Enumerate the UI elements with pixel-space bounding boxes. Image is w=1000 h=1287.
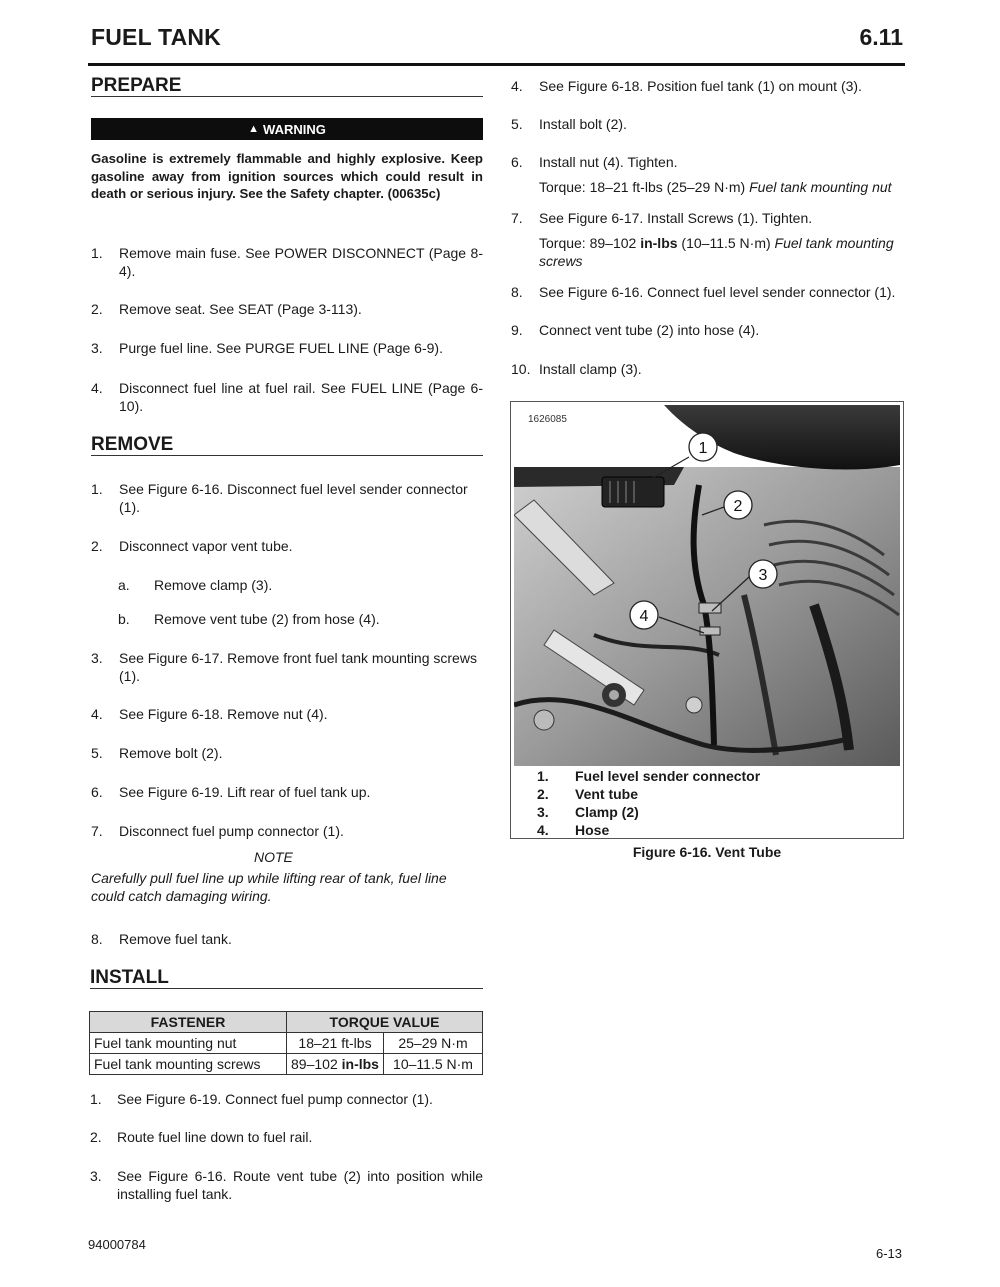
legend-number: 2. [537, 786, 549, 802]
step-text: Remove seat. See SEAT (Page 3-113). [119, 301, 362, 317]
section-number: 6.11 [859, 24, 903, 50]
step-text: Connect vent tube (2) into hose (4). [539, 322, 760, 338]
step-number: 2. [91, 301, 103, 317]
table-header: TORQUE VALUE [287, 1012, 483, 1033]
step-number: 2. [90, 1129, 102, 1145]
torque-unit: in-lbs [640, 235, 678, 251]
step-text: Disconnect fuel pump connector (1). [119, 823, 344, 839]
legend-text: Clamp (2) [575, 804, 639, 820]
note-heading: NOTE [254, 849, 293, 865]
table-cell: Fuel tank mounting nut [90, 1033, 287, 1054]
step-number: 3. [91, 650, 103, 666]
step-number: 4. [91, 380, 103, 396]
table-cell [287, 1033, 384, 1054]
torque-value: 89–102 [291, 1056, 342, 1072]
torque-label: Fuel tank mounting screws [539, 235, 894, 269]
step-text: Route fuel line down to fuel rail. [117, 1129, 313, 1145]
torque-metric: (10–11.5 N·m) [677, 235, 775, 251]
warning-bar [91, 118, 483, 140]
figure-id: 1626085 [528, 414, 567, 425]
legend-number: 1. [537, 768, 549, 784]
substep-text: Remove vent tube (2) from hose (4). [154, 611, 380, 627]
torque-prefix: Torque: 18–21 ft-lbs (25–29 N·m) [539, 179, 750, 195]
step-number: 1. [90, 1091, 102, 1107]
step-text: Install clamp (3). [539, 361, 642, 377]
callout-number: 1 [698, 440, 708, 457]
step-number: 5. [91, 745, 103, 761]
torque-table [89, 1011, 483, 1075]
step-number: 1. [91, 245, 103, 261]
figure-caption: Figure 6-16. Vent Tube [632, 844, 782, 860]
substep-letter: b. [118, 611, 130, 627]
prepare-heading: PREPARE [91, 75, 182, 96]
torque-label: Fuel tank mounting nut [749, 179, 892, 195]
callout-2 [724, 491, 752, 519]
torque-value: 18–21 ft-lbs [298, 1035, 372, 1051]
table-cell: 10–11.5 N·m [384, 1054, 483, 1075]
install-rule [90, 988, 483, 989]
document-number: 94000784 [88, 1237, 146, 1252]
torque-spec-screws [539, 234, 905, 270]
callout-number: 3 [758, 567, 768, 584]
note-text: Carefully pull fuel line up while lifting rear of tank, fuel line could catch damaging wiring. [91, 870, 447, 904]
step-text: Disconnect fuel line at fuel rail. See FUEL LINE (Page 6-10). [119, 380, 483, 414]
step-text: See Figure 6-19. Lift rear of fuel tank up. [119, 784, 371, 800]
step-number: 3. [90, 1168, 102, 1184]
step-text: Install nut (4). Tighten. [539, 154, 678, 170]
step-number: 6. [511, 154, 523, 170]
table-cell: Fuel tank mounting screws [90, 1054, 287, 1075]
torque-unit: in-lbs [341, 1056, 379, 1072]
step-number: 4. [511, 78, 523, 94]
table-cell [287, 1054, 384, 1075]
step-text: Remove main fuse. See POWER DISCONNECT (Page 8-4). [119, 245, 483, 279]
warning-label: WARNING [263, 121, 326, 137]
step-text: See Figure 6-18. Position fuel tank (1) on mount (3). [539, 78, 862, 94]
step-number: 5. [511, 116, 523, 132]
remove-heading: REMOVE [91, 434, 174, 455]
step-text: See Figure 6-16. Connect fuel level sender connector (1). [539, 284, 896, 300]
step-number: 4. [91, 706, 103, 722]
warning-triangle-icon: ▲ [248, 123, 260, 135]
callout-number: 4 [639, 608, 649, 625]
prepare-rule [91, 96, 483, 97]
step-text: See Figure 6-19. Connect fuel pump connector (1). [117, 1091, 433, 1107]
step-text: Purge fuel line. See PURGE FUEL LINE (Page 6-9). [119, 340, 443, 356]
callout-1 [689, 433, 717, 461]
step-number: 2. [91, 538, 103, 554]
step-text: Disconnect vapor vent tube. [119, 538, 293, 554]
step-number: 9. [511, 322, 523, 338]
header-rule [88, 63, 905, 66]
callout-number: 2 [733, 498, 743, 515]
remove-rule [91, 455, 483, 456]
step-number: 8. [91, 931, 103, 947]
legend-text: Hose [575, 822, 610, 838]
step-text: See Figure 6-18. Remove nut (4). [119, 706, 328, 722]
table-cell: 25–29 N·m [384, 1033, 483, 1054]
substep-text: Remove clamp (3). [154, 577, 273, 593]
step-number: 7. [91, 823, 103, 839]
prepare-step-1 [91, 244, 483, 280]
step-text: See Figure 6-16. Disconnect fuel level sender connector (1). [119, 481, 468, 515]
step-text: See Figure 6-16. Route vent tube (2) into position while installing fuel tank. [117, 1168, 483, 1202]
step-number: 6. [91, 784, 103, 800]
legend-text: Vent tube [575, 786, 639, 802]
step-text: Remove bolt (2). [119, 745, 223, 761]
warning-text: Gasoline is extremely flammable and highly explosive. Keep gasoline away from ignition sources which could result in death or serious injury. See the Safety chapter. (00635c) [91, 151, 483, 201]
step-text: See Figure 6-17. Install Screws (1). Tighten. [539, 210, 813, 226]
step-text: See Figure 6-17. Remove front fuel tank mounting screws (1). [119, 650, 477, 684]
step-number: 3. [91, 340, 103, 356]
callout-3 [749, 560, 777, 588]
figure-vent-tube [510, 401, 904, 839]
table-row [90, 1054, 483, 1075]
table-header: FASTENER [90, 1012, 287, 1033]
legend-number: 4. [537, 822, 549, 838]
step-number: 7. [511, 210, 523, 226]
torque-spec-nut [539, 178, 905, 196]
table-header-row [90, 1012, 483, 1033]
install-heading: INSTALL [90, 967, 169, 988]
step-number: 10. [511, 361, 531, 377]
substep-letter: a. [118, 577, 130, 593]
step-text: Install bolt (2). [539, 116, 627, 132]
vent-tube-photo [514, 405, 900, 766]
step-text: Remove fuel tank. [119, 931, 232, 947]
page-title: FUEL TANK [91, 24, 221, 50]
callout-4 [630, 601, 658, 629]
step-number: 1. [91, 481, 103, 497]
table-row [90, 1033, 483, 1054]
legend-number: 3. [537, 804, 549, 820]
torque-prefix: Torque: 89–102 [539, 235, 641, 251]
step-number: 8. [511, 284, 523, 300]
page-number: 6-13 [875, 1246, 902, 1261]
legend-text: Fuel level sender connector [575, 768, 761, 784]
